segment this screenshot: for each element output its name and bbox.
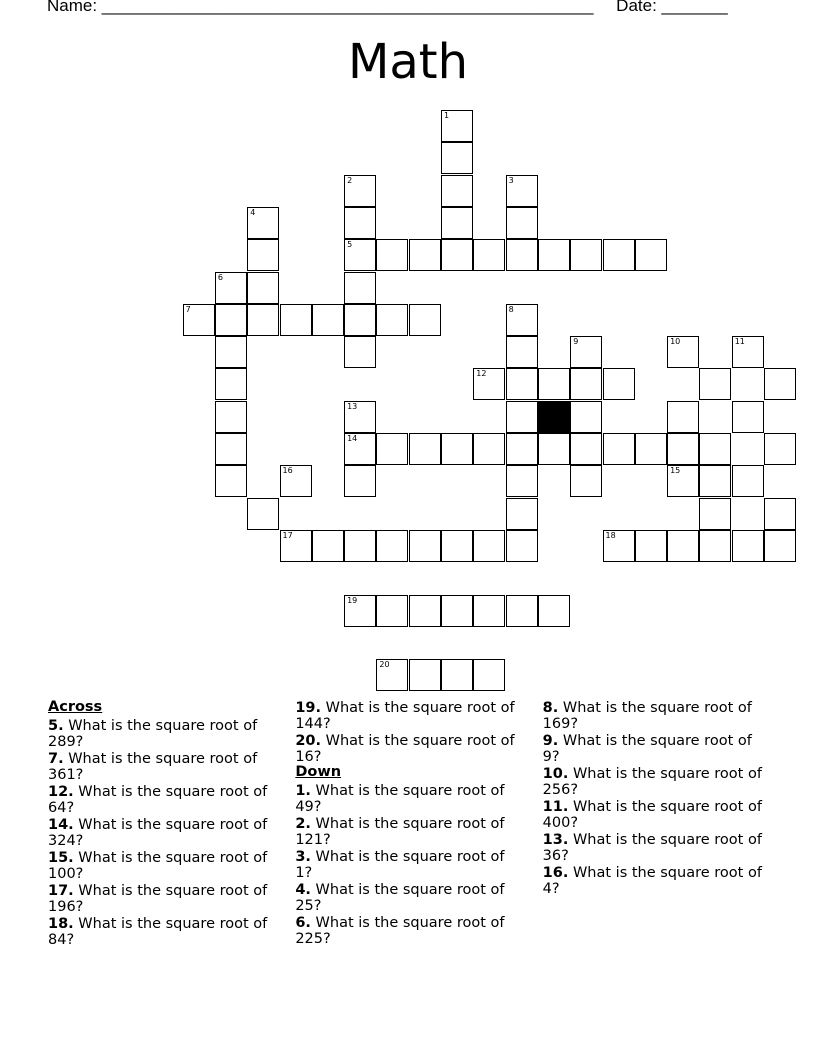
grid-cell[interactable] xyxy=(506,175,538,207)
grid-cell[interactable] xyxy=(506,465,538,497)
clue-text: What is the square root of 169? xyxy=(542,700,752,732)
grid-cell[interactable] xyxy=(506,595,538,627)
grid-cell[interactable] xyxy=(215,433,247,465)
clue-item xyxy=(543,799,768,831)
clue-item xyxy=(295,882,520,914)
cell-number: 7 xyxy=(185,304,191,314)
grid-cell[interactable] xyxy=(699,368,731,400)
grid-cell[interactable] xyxy=(376,433,408,465)
grid-cell[interactable] xyxy=(699,465,731,497)
clue-item xyxy=(48,751,273,783)
clue-item xyxy=(295,783,520,815)
grid-cell[interactable] xyxy=(247,498,279,530)
grid-cell[interactable] xyxy=(538,433,570,465)
date-field-label: Date: _______ xyxy=(616,0,728,15)
grid-cell[interactable] xyxy=(344,207,376,239)
clue-text: What is the square root of 64? xyxy=(48,784,268,816)
down-heading: Down xyxy=(295,764,342,780)
clue-text: What is the square root of 25? xyxy=(295,882,505,914)
grid-cell[interactable] xyxy=(215,336,247,368)
clue-item xyxy=(543,865,768,897)
cell-number: 4 xyxy=(250,207,256,217)
grid-cell[interactable] xyxy=(506,239,538,271)
grid-cell[interactable] xyxy=(215,401,247,433)
grid-cell[interactable] xyxy=(538,239,570,271)
clue-text: What is the square root of 196? xyxy=(48,883,268,915)
grid-cell[interactable] xyxy=(441,433,473,465)
grid-cell[interactable] xyxy=(473,530,505,562)
grid-cell[interactable] xyxy=(409,595,441,627)
cell-number: 8 xyxy=(508,304,514,314)
grid-cell[interactable] xyxy=(570,433,602,465)
clue-text: What is the square root of 121? xyxy=(295,816,505,848)
cell-number: 10 xyxy=(670,337,681,347)
clue-text: What is the square root of 324? xyxy=(48,817,268,849)
grid-cell[interactable] xyxy=(441,175,473,207)
clue-number: 11. xyxy=(542,799,569,815)
grid-cell[interactable] xyxy=(635,433,667,465)
grid-cell[interactable] xyxy=(473,659,505,691)
clue-text: What is the square root of 256? xyxy=(542,766,762,798)
cell-number: 5 xyxy=(347,240,353,250)
grid-cell[interactable] xyxy=(635,239,667,271)
clue-number: 15. xyxy=(48,850,74,866)
cell-number: 19 xyxy=(347,595,358,605)
grid-cell[interactable] xyxy=(699,530,731,562)
cell-number: 9 xyxy=(573,337,579,347)
grid-cell[interactable] xyxy=(570,465,602,497)
grid-cell[interactable] xyxy=(506,401,538,433)
grid-cell[interactable] xyxy=(732,530,764,562)
clue-text: What is the square root of 289? xyxy=(48,718,258,750)
clue-item xyxy=(295,849,520,881)
clue-number: 14. xyxy=(48,817,74,833)
grid-cell[interactable] xyxy=(247,207,279,239)
cell-number: 17 xyxy=(282,530,293,540)
clue-number: 8. xyxy=(542,700,559,716)
grid-cell[interactable] xyxy=(344,465,376,497)
clue-text: What is the square root of 4? xyxy=(542,865,762,897)
cell-number: 15 xyxy=(670,466,681,476)
grid-cell[interactable] xyxy=(764,498,796,530)
clue-number: 9. xyxy=(542,733,559,749)
clue-item xyxy=(543,832,768,864)
grid-cell[interactable] xyxy=(344,401,376,433)
grid-cell[interactable] xyxy=(376,239,408,271)
grid-cell[interactable] xyxy=(409,304,441,336)
name-field-label: Name: ____________________________________________________ xyxy=(47,0,594,15)
clue-number: 19. xyxy=(295,700,322,716)
clue-number: 16. xyxy=(542,865,569,881)
clue-number: 2. xyxy=(295,816,311,832)
grid-cell[interactable] xyxy=(506,530,538,562)
grid-cell[interactable] xyxy=(699,433,731,465)
grid-cell[interactable] xyxy=(603,239,635,271)
grid-cell[interactable] xyxy=(699,498,731,530)
grid-cell[interactable] xyxy=(667,433,699,465)
grid-cell[interactable] xyxy=(344,336,376,368)
grid-cell[interactable] xyxy=(506,368,538,400)
clue-item xyxy=(543,766,768,798)
grid-cell[interactable] xyxy=(764,530,796,562)
grid-cell[interactable] xyxy=(441,239,473,271)
grid-cell[interactable] xyxy=(506,336,538,368)
grid-cell[interactable] xyxy=(247,304,279,336)
clue-item xyxy=(48,883,273,915)
clue-item xyxy=(48,718,273,750)
clue-text: What is the square root of 361? xyxy=(48,751,258,783)
grid-cell[interactable] xyxy=(570,401,602,433)
clue-list xyxy=(48,700,768,960)
grid-cell[interactable] xyxy=(441,207,473,239)
cell-number: 18 xyxy=(605,530,616,540)
clue-text: What is the square root of 1? xyxy=(295,849,505,881)
grid-cell[interactable] xyxy=(570,239,602,271)
clue-text: What is the square root of 36? xyxy=(542,832,762,864)
clue-number: 4. xyxy=(295,882,311,898)
grid-cell[interactable] xyxy=(441,142,473,174)
grid-cell[interactable] xyxy=(344,595,376,627)
grid-cell[interactable] xyxy=(376,595,408,627)
clue-item xyxy=(48,916,273,948)
grid-cell[interactable] xyxy=(764,433,796,465)
grid-cell[interactable] xyxy=(344,433,376,465)
clue-number: 12. xyxy=(48,784,74,800)
grid-cell[interactable] xyxy=(441,659,473,691)
clue-text: What is the square root of 49? xyxy=(295,783,505,815)
grid-cell[interactable] xyxy=(215,368,247,400)
clue-item xyxy=(48,784,273,816)
clue-number: 20. xyxy=(295,733,322,749)
clue-number: 7. xyxy=(48,751,64,767)
clue-item xyxy=(48,817,273,849)
cell-number: 14 xyxy=(347,434,358,443)
grid-cell[interactable] xyxy=(344,239,376,271)
cell-number: 16 xyxy=(282,466,293,476)
grid-cell[interactable] xyxy=(376,530,408,562)
clue-number: 17. xyxy=(48,883,74,899)
clue-number: 13. xyxy=(542,832,569,848)
grid-cell[interactable] xyxy=(538,368,570,400)
grid-cell[interactable] xyxy=(667,530,699,562)
grid-cell[interactable] xyxy=(603,530,635,562)
grid-cell[interactable] xyxy=(409,659,441,691)
grid-cell[interactable] xyxy=(732,336,764,368)
grid-cell[interactable] xyxy=(247,272,279,304)
grid-cell[interactable] xyxy=(538,595,570,627)
grid-cell[interactable] xyxy=(376,304,408,336)
grid-cell[interactable] xyxy=(280,304,312,336)
grid-cell[interactable] xyxy=(732,401,764,433)
grid-cell[interactable] xyxy=(506,433,538,465)
grid-cell[interactable] xyxy=(635,530,667,562)
clue-item xyxy=(295,816,520,848)
clue-number: 3. xyxy=(295,849,311,865)
grid-cell[interactable] xyxy=(441,595,473,627)
grid-cell[interactable] xyxy=(344,175,376,207)
grid-cell[interactable] xyxy=(409,239,441,271)
grid-cell[interactable] xyxy=(183,304,215,336)
grid-cell[interactable] xyxy=(280,530,312,562)
clue-text: What is the square root of 16? xyxy=(295,733,515,765)
grid-cell[interactable] xyxy=(344,530,376,562)
cell-number: 20 xyxy=(379,660,390,670)
clue-number: 5. xyxy=(48,718,64,734)
grid-cell[interactable] xyxy=(215,304,247,336)
grid-cell[interactable] xyxy=(603,368,635,400)
clue-text: What is the square root of 144? xyxy=(295,700,515,732)
grid-cell[interactable] xyxy=(473,433,505,465)
clue-text: What is the square root of 400? xyxy=(542,799,762,831)
cell-number: 1 xyxy=(444,111,450,120)
cell-number: 11 xyxy=(734,337,745,347)
grid-cell[interactable] xyxy=(441,110,473,142)
cell-number: 13 xyxy=(347,401,358,411)
cell-number: 2 xyxy=(347,175,353,185)
grid-cell[interactable] xyxy=(603,433,635,465)
clue-item xyxy=(295,915,520,947)
clue-text: What is the square root of 84? xyxy=(48,916,268,948)
page-title: Math xyxy=(347,34,469,90)
clue-text: What is the square root of 225? xyxy=(295,915,505,947)
clue-text: What is the square root of 100? xyxy=(48,850,268,882)
clue-text: What is the square root of 9? xyxy=(542,733,752,765)
clue-item xyxy=(295,700,520,732)
grid-cell[interactable] xyxy=(473,239,505,271)
grid-cell[interactable] xyxy=(667,401,699,433)
grid-cell[interactable] xyxy=(312,530,344,562)
cell-number: 3 xyxy=(508,175,514,185)
across-heading: Across xyxy=(48,699,103,715)
clue-item xyxy=(543,700,768,732)
clue-number: 6. xyxy=(295,915,311,931)
cell-number: 6 xyxy=(217,272,223,282)
grid-cell[interactable] xyxy=(667,465,699,497)
grid-cell[interactable] xyxy=(732,465,764,497)
blocked-cell xyxy=(538,401,570,433)
grid-cell[interactable] xyxy=(344,272,376,304)
grid-cell[interactable] xyxy=(344,304,376,336)
grid-cell[interactable] xyxy=(409,530,441,562)
clue-item xyxy=(295,733,520,765)
grid-cell[interactable] xyxy=(441,530,473,562)
grid-cell[interactable] xyxy=(215,465,247,497)
cell-number: 12 xyxy=(476,369,487,379)
clue-number: 1. xyxy=(295,783,311,799)
grid-cell[interactable] xyxy=(473,595,505,627)
grid-cell[interactable] xyxy=(247,239,279,271)
grid-cell[interactable] xyxy=(215,272,247,304)
grid-cell[interactable] xyxy=(570,336,602,368)
clue-number: 10. xyxy=(542,766,569,782)
clue-item xyxy=(543,733,768,765)
clue-number: 18. xyxy=(48,916,74,932)
grid-cell[interactable] xyxy=(473,368,505,400)
grid-cell[interactable] xyxy=(409,433,441,465)
grid-cell[interactable] xyxy=(506,207,538,239)
grid-cell[interactable] xyxy=(312,304,344,336)
grid-cell[interactable] xyxy=(667,336,699,368)
clue-item xyxy=(48,850,273,882)
grid-cell[interactable] xyxy=(570,368,602,400)
grid-cell[interactable] xyxy=(506,304,538,336)
grid-cell[interactable] xyxy=(764,368,796,400)
grid-cell[interactable] xyxy=(280,465,312,497)
grid-cell[interactable] xyxy=(506,498,538,530)
grid-cell[interactable] xyxy=(376,659,408,691)
